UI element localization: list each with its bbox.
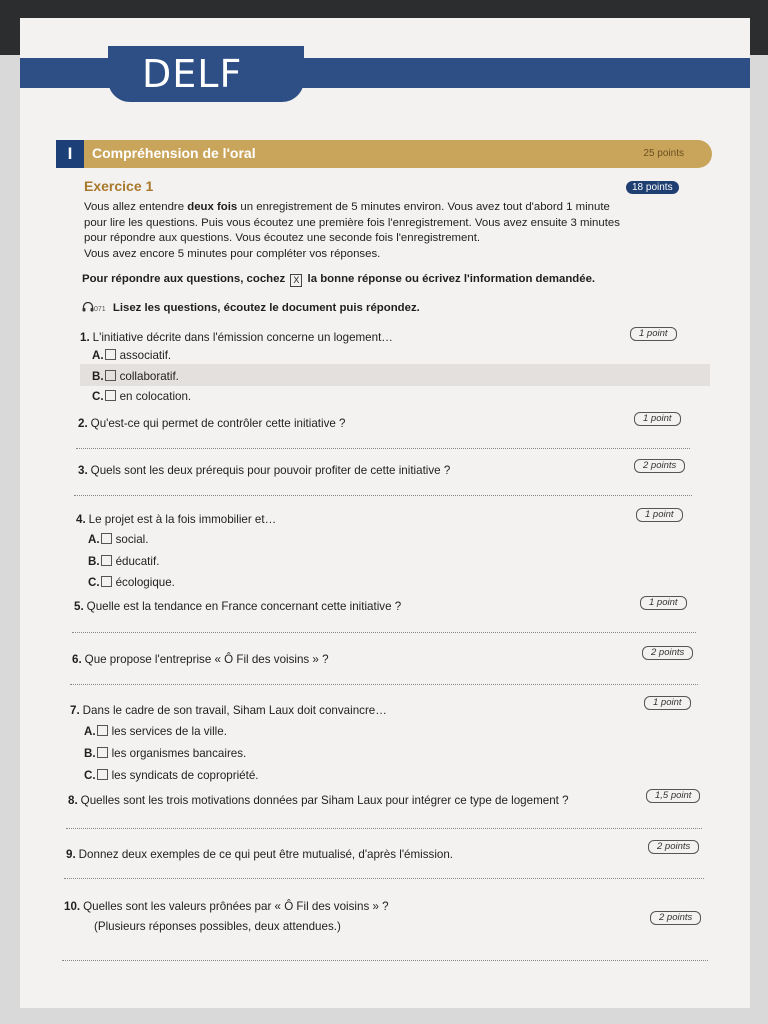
answer-option[interactable]: C. en colocation. xyxy=(92,390,192,403)
answer-option[interactable]: C. les syndicats de copropriété. xyxy=(84,769,259,782)
section-number: I xyxy=(56,140,84,168)
page-title: DELF xyxy=(142,52,243,96)
exercise-intro xyxy=(84,200,674,262)
question: 4. Le projet est à la fois immobilier et… xyxy=(76,513,277,526)
exercise-points-badge: 18 points xyxy=(626,181,679,194)
checkbox[interactable] xyxy=(105,370,116,381)
question-points: 2 points xyxy=(634,459,685,473)
checkbox[interactable] xyxy=(101,533,112,544)
checkbox[interactable] xyxy=(97,769,108,780)
section-points: 25 points xyxy=(643,148,684,159)
answer-option[interactable]: C. écologique. xyxy=(88,576,175,589)
answer-line[interactable] xyxy=(76,448,690,449)
question: 2. Qu'est-ce qui permet de contrôler cette initiative ? xyxy=(78,417,346,430)
question-points: 1 point xyxy=(640,596,687,610)
answer-line[interactable] xyxy=(64,878,704,879)
checkbox[interactable] xyxy=(97,725,108,736)
answer-line[interactable] xyxy=(72,632,696,633)
answer-option[interactable]: B. collaboratif. xyxy=(92,370,179,383)
section-header xyxy=(56,140,712,168)
checkbox[interactable] xyxy=(105,349,116,360)
answer-line[interactable] xyxy=(66,828,702,829)
question: 10. Quelles sont les valeurs prônées par « Ô Fil des voisins » ? xyxy=(64,900,389,913)
question-points: 1 point xyxy=(630,327,677,341)
question-points: 2 points xyxy=(642,646,693,660)
checked-box-icon: X xyxy=(290,274,302,287)
answer-option[interactable]: A. social. xyxy=(88,533,149,546)
question-points: 1 point xyxy=(644,696,691,710)
section-title: Compréhension de l'oral xyxy=(92,145,256,161)
question-points: 1,5 point xyxy=(646,789,700,803)
exercise-title: Exercice 1 xyxy=(84,178,154,194)
answer-option[interactable]: B. éducatif. xyxy=(88,555,160,568)
question: 7. Dans le cadre de son travail, Siham Laux doit convaincre… xyxy=(70,704,387,717)
question-points: 2 points xyxy=(650,911,701,925)
question-points: 1 point xyxy=(636,508,683,522)
intro-line: pour lire les questions. Puis vous écoutez une première fois l'enregistrement. Vous avez ensuite 3 minutes xyxy=(84,216,620,229)
instruction: Pour répondre aux questions, cochez X la bonne réponse ou écrivez l'information demandée. xyxy=(82,273,596,285)
checkbox[interactable] xyxy=(101,555,112,566)
question-points: 1 point xyxy=(634,412,681,426)
answer-line[interactable] xyxy=(62,960,708,961)
exam-page xyxy=(20,18,750,1008)
answer-line[interactable] xyxy=(74,495,692,496)
answer-option[interactable]: A. associatif. xyxy=(92,349,172,362)
answer-line[interactable] xyxy=(70,684,698,685)
question: 1. L'initiative décrite dans l'émission concerne un logement… xyxy=(80,331,393,344)
intro-line: pour répondre aux questions. Vous écoutez une seconde fois l'enregistrement. xyxy=(84,232,481,244)
question: 8. Quelles sont les trois motivations données par Siham Laux pour intégrer ce type de logement ? xyxy=(68,794,569,807)
question: 5. Quelle est la tendance en France concernant cette initiative ? xyxy=(74,600,402,613)
headphones-icon xyxy=(82,302,94,312)
checkbox[interactable] xyxy=(97,747,108,758)
answer-option[interactable]: A. les services de la ville. xyxy=(84,725,227,738)
audio-track-number: 071 xyxy=(94,306,106,313)
question: 6. Que propose l'entreprise « Ô Fil des voisins » ? xyxy=(72,653,329,666)
checkbox[interactable] xyxy=(101,576,112,587)
checkbox[interactable] xyxy=(105,390,116,401)
question: 9. Donnez deux exemples de ce qui peut être mutualisé, d'après l'émission. xyxy=(66,848,454,861)
question-points: 2 points xyxy=(648,840,699,854)
intro-line: Vous avez encore 5 minutes pour compléter vos réponses. xyxy=(84,247,381,260)
audio-instruction: 071 Lisez les questions, écoutez le document puis répondez. xyxy=(82,302,420,314)
question: 3. Quels sont les deux prérequis pour pouvoir profiter de cette initiative ? xyxy=(78,464,451,477)
question-note: (Plusieurs réponses possibles, deux attendues.) xyxy=(94,920,341,933)
answer-option[interactable]: B. les organismes bancaires. xyxy=(84,747,247,760)
intro-line: Vous allez entendre deux fois un enregistrement de 5 minutes environ. Vous avez tout d'abord 1 minute xyxy=(84,201,610,213)
